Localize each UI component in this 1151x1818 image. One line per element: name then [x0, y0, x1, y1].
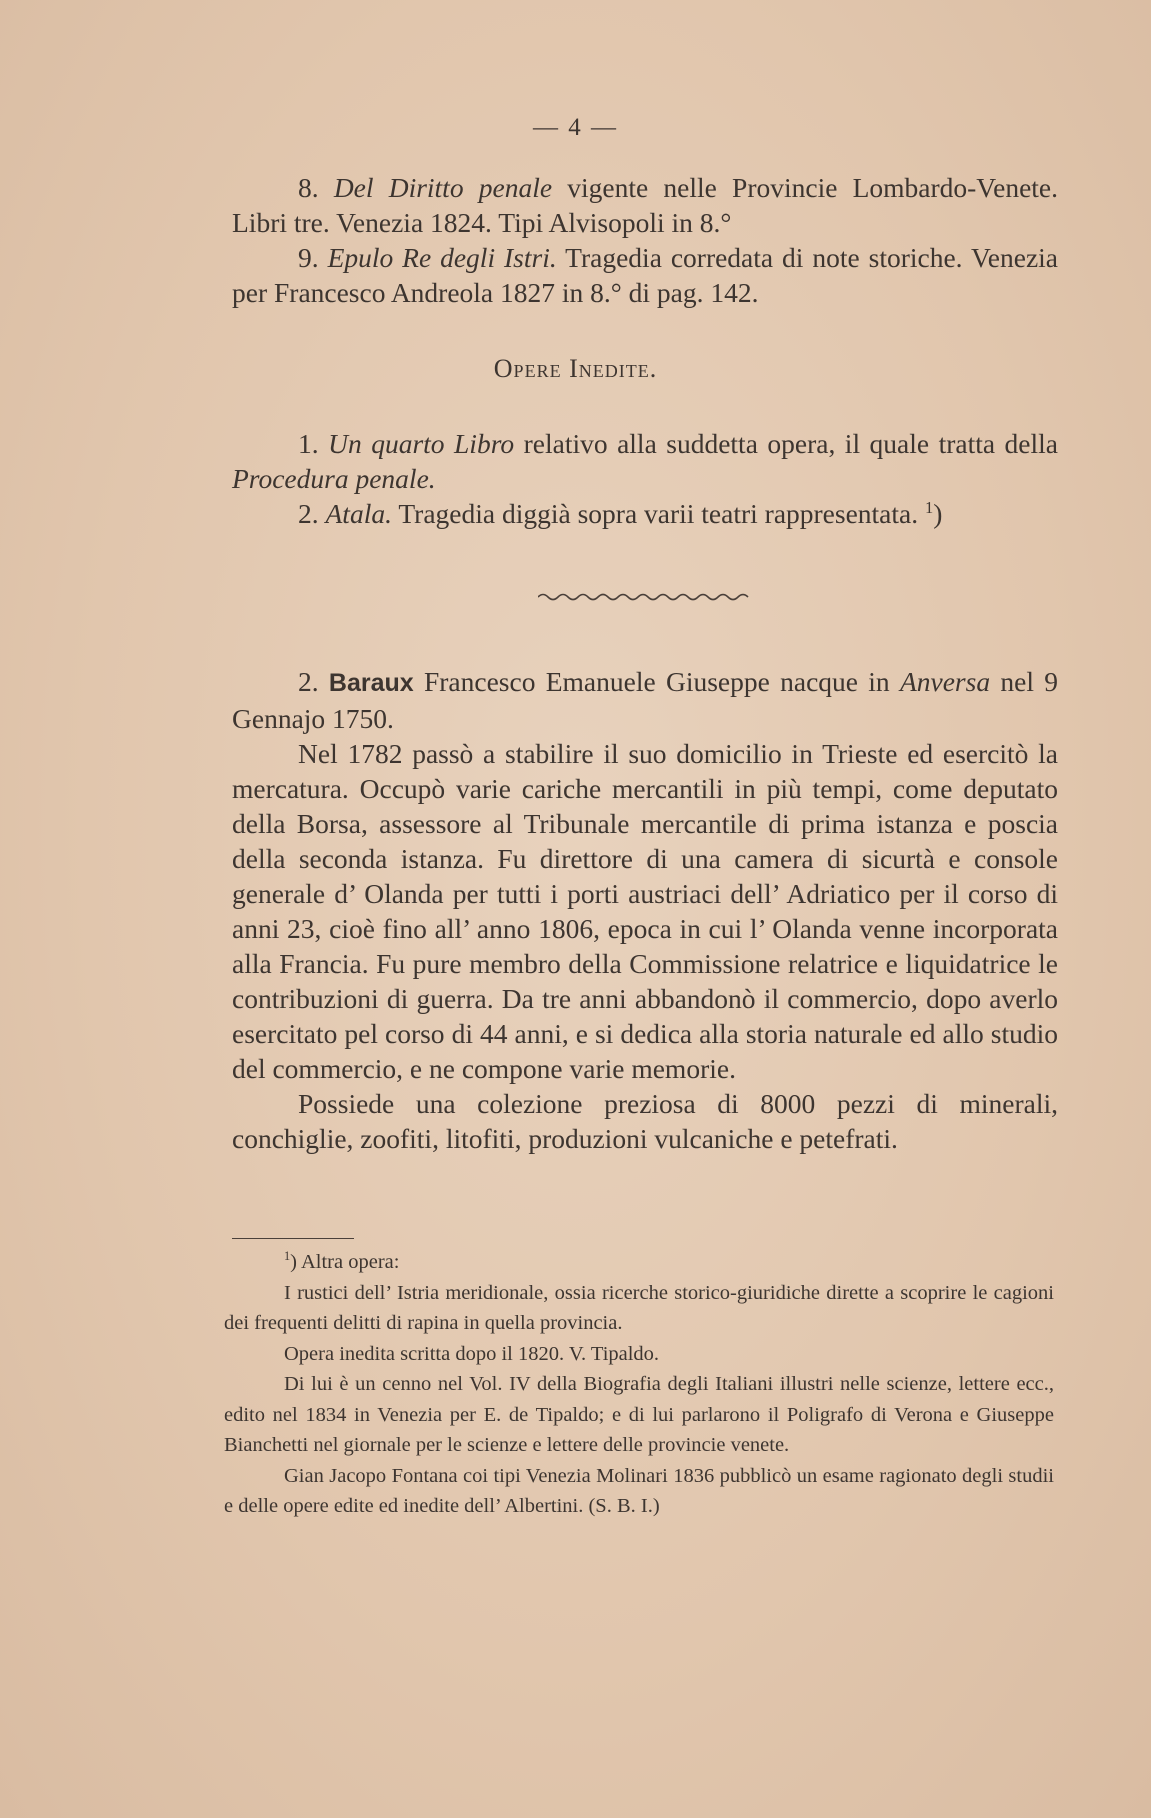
footnote-rule [232, 1238, 354, 1239]
work-title: Procedura penale. [232, 463, 436, 494]
footnotes [224, 1247, 1054, 1522]
work-item-9: 9. Epulo Re degli Istri. Tragedia corredata di note storiche. Venezia per Francesco Andreola 1827 in 8.° di pag. 142. [232, 242, 1058, 308]
entry-paragraph: Nel 1782 passò a stabilire il suo domicilio in Trieste ed esercitò la mercatura. Occupò varie cariche mercantili in più tempi, come deputato della Borsa, assessore al Tribunale mercantile di prima istanza e poscia della seconda istanza. Fu direttore di una camera di sicurtà e console generale d’ Olanda per tutti i porti austriaci dell’ Adriatico per il corso di anni 23, cioè fino all’ anno 1806, epoca in cui l’ Olanda venne incorporata alla Francia. Fu pure membro della Commissione relatrice e liquidatrice le contribuzioni di guerra. Da tre anni abbandonò il commercio, dopo averlo esercitato pel corso di 44 anni, e si dedica alla storia naturale ed allo studio del commercio, e ne compone varie memorie. [232, 738, 1058, 1084]
birthplace: Anversa [899, 666, 991, 697]
entry-paragraph: Possiede una colezione preziosa di 8000 pezzi di minerali, conchiglie, zoofiti, litofiti, produzioni vulcaniche e petefrati. [232, 1088, 1058, 1154]
work-title: Un quarto Libro [328, 428, 515, 459]
work-title: Epulo Re degli Istri. [327, 242, 557, 273]
work-title: Atala. [325, 498, 392, 529]
works-list [232, 170, 1058, 310]
entry-surname: Baraux [328, 669, 414, 697]
entry-number: 2. [298, 666, 319, 697]
work-item-8: 8. Del Diritto penale vigente nelle Provincie Lombardo-Venete. Libri tre. Venezia 1824. Tipi Alvisopoli in 8.° [232, 172, 1059, 238]
unpublished-item-1: 1. Un quarto Libro relativo alla suddetta opera, il quale tratta della Procedura penale. [232, 428, 1058, 494]
wavy-divider [538, 590, 752, 604]
biography-entry [232, 664, 1058, 1156]
footnote-text: Opera inedita scritta dopo il 1820. V. Tipaldo. [284, 1342, 660, 1365]
section-heading: Opere Inedite. [493, 354, 658, 383]
footnote-text: I rustici dell’ Istria meridionale, ossia ricerche storico-giuridiche dirette a scoprire le cagioni dei frequenti delitti di rapina in quella provincia. [224, 1281, 1054, 1334]
footnote-1: $^1$) Altra opera: [284, 1249, 400, 1273]
work-title: Del Diritto penale [333, 172, 553, 203]
page-number: — 4 — [533, 114, 618, 141]
footnote-ref: 1 [924, 497, 934, 517]
footnote-text: Di lui è un cenno nel Vol. IV della Biografia degli Italiani illustri nelle scienze, lettere ecc., edito nel 1834 in Venezia per E. de Tipaldo; e di lui parlarono il Poligrafo di Verona e Giuseppe Bianchetti nel giornale per le scienze e lettere delle provincie venete. [224, 1373, 1054, 1456]
unpublished-list [232, 426, 1058, 531]
unpublished-item-2: 2. Atala. Tragedia diggià sopra varii teatri rappresentata. $^1$) [298, 497, 943, 529]
footnote-text: Gian Jacopo Fontana coi tipi Venezia Molinari 1836 pubblicò un esame ragionato degli studii e delle opere edite ed inedite dell’ Albertini. (S. B. I.) [224, 1464, 1054, 1517]
entry-intro: 2. Baraux Francesco Emanuele Giuseppe nacque in Anversa nel 9 Gennajo 1750. [232, 666, 1058, 734]
